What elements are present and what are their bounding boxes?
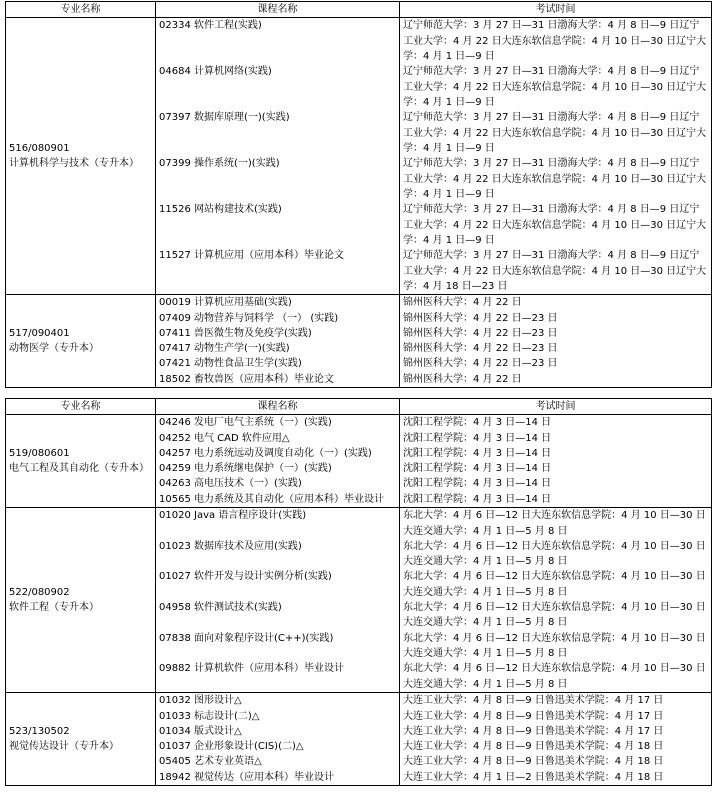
course-code: 04259 [159, 463, 191, 475]
course-code: 00019 [159, 297, 191, 309]
course-name: 艺术专业英语△ [194, 756, 262, 768]
course-name: Java 语言程序设计(实践) [194, 510, 307, 522]
course-name: 软件开发与设计实例分析(实践) [194, 571, 332, 583]
time-cell [400, 508, 712, 693]
course-code: 04246 [159, 417, 191, 429]
table-header-row [6, 399, 712, 415]
course-name: 计算机应用基础(实践) [194, 297, 292, 309]
time-cell [400, 693, 712, 786]
exam-time: 辽宁师范大学：3 月 27 日—31 日渤海大学：4 月 8 日—9 日辽宁工业大学：4 月 22 日大连东软信息学院：4 月 10 日—30 日辽宁大学：4 月 1 日—9 日 [403, 204, 707, 246]
header-time: 考试时间 [400, 399, 712, 415]
course-item [159, 326, 396, 341]
course-code: 01023 [159, 540, 191, 552]
exam-time: 辽宁师范大学：3 月 27 日—31 日渤海大学：4 月 8 日—9 日辽宁工业大学：4 月 22 日大连东软信息学院：4 月 10 日—30 日辽宁大学：4 月 18 日—23 日 [403, 250, 707, 292]
exam-time: 沈阳工程学院：4 月 3 日—14 日 [403, 493, 552, 505]
course-name: 企业形象设计(CIS)(二)△ [194, 741, 304, 753]
course-code: 18502 [159, 373, 191, 385]
course-item [159, 248, 396, 294]
course-code: 04684 [159, 66, 191, 78]
exam-time: 沈阳工程学院：4 月 3 日—14 日 [403, 447, 552, 459]
exam-time: 辽宁师范大学：3 月 27 日—31 日渤海大学：4 月 8 日—9 日辽宁工业大学：4 月 22 日大连东软信息学院：4 月 10 日—30 日辽宁大学：4 月 1 日—9 日 [403, 20, 707, 62]
major-code: 522/080902 [9, 587, 70, 598]
course-item [159, 709, 396, 724]
course-name: 软件工程(实践) [194, 20, 262, 32]
course-cell [156, 295, 400, 388]
table-row [6, 693, 712, 786]
course-code: 07399 [159, 158, 191, 170]
exam-time: 大连工业大学：4 月 8 日—9 日鲁迅美术学院：4 月 17 日 [403, 710, 664, 722]
exam-time: 大连工业大学：4 月 1 日—2 日鲁迅美术学院：4 月 18 日 [403, 771, 664, 783]
major-name: 计算机科学与技术（专升本） [9, 158, 139, 170]
course-name: 网站构建技术(实践) [194, 204, 282, 216]
course-name: 动物营养与饲料学 （一） (实践) [194, 312, 339, 324]
exam-schedule-table-2 [5, 398, 712, 786]
course-item [159, 724, 396, 739]
course-code: 18942 [159, 771, 191, 783]
course-cell [156, 18, 400, 295]
course-item [159, 295, 396, 310]
course-name: 软件测试技术(实践) [194, 602, 282, 614]
exam-time: 东北大学：4 月 6 日—12 日大连东软信息学院：4 月 10 日—30 日大连交通大学：4 月 1 日—5 月 8 日 [403, 632, 706, 659]
major-code: 516/080901 [9, 143, 70, 154]
course-code: 05405 [159, 756, 191, 768]
course-item [159, 431, 396, 446]
exam-time: 锦州医科大学：4 月 22 日—23 日 [403, 343, 558, 355]
major-name: 软件工程（专升本） [9, 602, 99, 614]
course-code: 01027 [159, 571, 191, 583]
course-name: 计算机网络(实践) [194, 66, 272, 78]
course-name: 畜牧兽医（应用本科）毕业论文 [194, 373, 334, 385]
course-name: 视觉传达（应用本科）毕业设计 [194, 771, 334, 783]
time-cell [400, 18, 712, 295]
major-name: 视觉传达设计（专升本） [9, 741, 119, 753]
course-item [159, 739, 396, 754]
table-row [6, 295, 712, 388]
course-item [159, 110, 396, 156]
course-name: 标志设计(二)△ [194, 710, 260, 722]
course-item [159, 461, 396, 476]
exam-time: 大连工业大学：4 月 8 日—9 日鲁迅美术学院：4 月 18 日 [403, 741, 664, 753]
course-name: 数据库技术及应用(实践) [194, 540, 302, 552]
exam-time: 东北大学：4 月 6 日—12 日大连东软信息学院：4 月 10 日—30 日大连交通大学：4 月 1 日—5 月 8 日 [403, 510, 706, 537]
course-name: 操作系统(一)(实践) [194, 158, 280, 170]
course-item [159, 415, 396, 430]
major-code: 523/130502 [9, 726, 70, 737]
course-item [159, 600, 396, 631]
course-code: 07411 [159, 327, 191, 339]
course-item [159, 661, 396, 692]
exam-time: 锦州医科大学：4 月 22 日—23 日 [403, 312, 558, 324]
major-name: 电气工程及其自动化（专升本） [9, 463, 149, 475]
header-time: 考试时间 [400, 2, 712, 18]
major-cell [6, 415, 156, 508]
course-item [159, 693, 396, 708]
header-major: 专业名称 [6, 2, 156, 18]
course-item [159, 311, 396, 326]
course-item [159, 476, 396, 491]
course-code: 04257 [159, 447, 191, 459]
course-code: 07417 [159, 343, 191, 355]
course-item [159, 508, 396, 539]
course-item [159, 446, 396, 461]
course-code: 04958 [159, 602, 191, 614]
exam-time: 锦州医科大学：4 月 22 日—23 日 [403, 358, 558, 370]
header-course: 课程名称 [156, 399, 400, 415]
table-header-row [6, 2, 712, 18]
course-code: 01032 [159, 695, 191, 707]
course-code: 01034 [159, 725, 191, 737]
course-name: 数据库原理(一)(实践) [194, 112, 290, 124]
course-name: 高电压技术（一）(实践) [194, 478, 302, 490]
exam-time: 沈阳工程学院：4 月 3 日—14 日 [403, 417, 552, 429]
course-name: 电力系统远动及调度自动化（一）(实践) [194, 447, 372, 459]
course-code: 11526 [159, 204, 191, 216]
course-name: 发电厂电气主系统（一）(实践) [194, 417, 332, 429]
course-code: 01020 [159, 510, 191, 522]
exam-time: 辽宁师范大学：3 月 27 日—31 日渤海大学：4 月 8 日—9 日辽宁工业大学：4 月 22 日大连东软信息学院：4 月 10 日—30 日辽宁大学：4 月 1 日—9 日 [403, 66, 707, 108]
exam-time: 锦州医科大学：4 月 22 日 [403, 297, 522, 309]
course-code: 10565 [159, 493, 191, 505]
course-code: 04252 [159, 432, 191, 444]
header-course: 课程名称 [156, 2, 400, 18]
exam-time: 辽宁师范大学：3 月 27 日—31 日渤海大学：4 月 8 日—9 日辽宁工业大学：4 月 22 日大连东软信息学院：4 月 10 日—30 日辽宁大学：4 月 1 日—9 日 [403, 112, 707, 154]
course-item [159, 754, 396, 769]
table-row [6, 508, 712, 693]
time-cell [400, 295, 712, 388]
course-code: 07421 [159, 358, 191, 370]
course-item [159, 18, 396, 64]
exam-time: 沈阳工程学院：4 月 3 日—14 日 [403, 463, 552, 475]
exam-time: 沈阳工程学院：4 月 3 日—14 日 [403, 432, 552, 444]
course-code: 11527 [159, 250, 191, 262]
exam-time: 锦州医科大学：4 月 22 日—23 日 [403, 327, 558, 339]
course-item [159, 156, 396, 202]
course-name: 计算机软件（应用本科）毕业设计 [194, 663, 344, 675]
course-name: 电气 CAD 软件应用△ [194, 432, 290, 444]
exam-time: 大连工业大学：4 月 8 日—9 日鲁迅美术学院：4 月 17 日 [403, 695, 664, 707]
course-code: 01037 [159, 741, 191, 753]
course-item [159, 770, 396, 785]
course-item [159, 372, 396, 387]
course-item [159, 341, 396, 356]
course-name: 图形设计△ [194, 695, 242, 707]
course-item [159, 569, 396, 600]
exam-schedule-table-1 [5, 1, 712, 388]
course-item [159, 202, 396, 248]
course-code: 07838 [159, 632, 191, 644]
exam-time: 东北大学：4 月 6 日—12 日大连东软信息学院：4 月 10 日—30 日大连交通大学：4 月 1 日—5 月 8 日 [403, 602, 706, 629]
course-cell [156, 415, 400, 508]
course-name: 兽医微生物及免疫学(实践) [194, 327, 312, 339]
course-item [159, 631, 396, 662]
course-code: 01033 [159, 710, 191, 722]
course-code: 07397 [159, 112, 191, 124]
course-name: 电力系统及其自动化（应用本科）毕业设计 [194, 493, 384, 505]
major-cell [6, 508, 156, 693]
major-code: 517/090401 [9, 328, 70, 339]
time-cell [400, 415, 712, 508]
exam-time: 大连工业大学：4 月 8 日—9 日鲁迅美术学院：4 月 17 日 [403, 725, 664, 737]
course-code: 09882 [159, 663, 191, 675]
major-code: 519/080601 [9, 448, 70, 459]
exam-time: 沈阳工程学院：4 月 3 日—14 日 [403, 478, 552, 490]
header-major: 专业名称 [6, 399, 156, 415]
course-name: 动物生产学(一)(实践) [194, 343, 290, 355]
exam-time: 东北大学：4 月 6 日—12 日大连东软信息学院：4 月 10 日—30 日大连交通大学：4 月 1 日—5 月 8 日 [403, 540, 706, 568]
major-cell [6, 18, 156, 295]
course-code: 02334 [159, 20, 191, 32]
major-cell [6, 295, 156, 388]
course-name: 面向对象程序设计(C++)(实践) [194, 632, 334, 644]
course-cell [156, 508, 400, 693]
exam-time: 东北大学：4 月 6 日—12 日大连东软信息学院：4 月 10 日—30 日大连交通大学：4 月 1 日—5 月 8 日 [403, 663, 706, 690]
course-item [159, 64, 396, 110]
table-row [6, 415, 712, 508]
course-code: 04263 [159, 478, 191, 490]
course-name: 计算机应用（应用本科）毕业论文 [194, 250, 344, 262]
major-name: 动物医学（专升本） [9, 343, 99, 355]
major-cell [6, 693, 156, 786]
table-row [6, 18, 712, 295]
exam-time: 大连工业大学：4 月 8 日—9 日鲁迅美术学院：4 月 18 日 [403, 756, 664, 768]
course-name: 版式设计△ [194, 725, 242, 737]
exam-time: 锦州医科大学：4 月 22 日 [403, 373, 522, 385]
exam-time: 东北大学：4 月 6 日—12 日大连东软信息学院：4 月 10 日—30 日大连交通大学：4 月 1 日—5 月 8 日 [403, 571, 706, 598]
course-name: 动物性食品卫生学(实践) [194, 358, 302, 370]
course-cell [156, 693, 400, 786]
course-item [159, 356, 396, 371]
course-code: 07409 [159, 312, 191, 324]
course-name: 电力系统继电保护（一）(实践) [194, 463, 332, 475]
exam-time: 辽宁师范大学：3 月 27 日—31 日渤海大学：4 月 8 日—9 日辽宁工业大学：4 月 22 日大连东软信息学院：4 月 10 日—30 日辽宁大学：4 月 1 日—9 日 [403, 158, 707, 200]
course-item [159, 539, 396, 570]
course-item [159, 492, 396, 507]
